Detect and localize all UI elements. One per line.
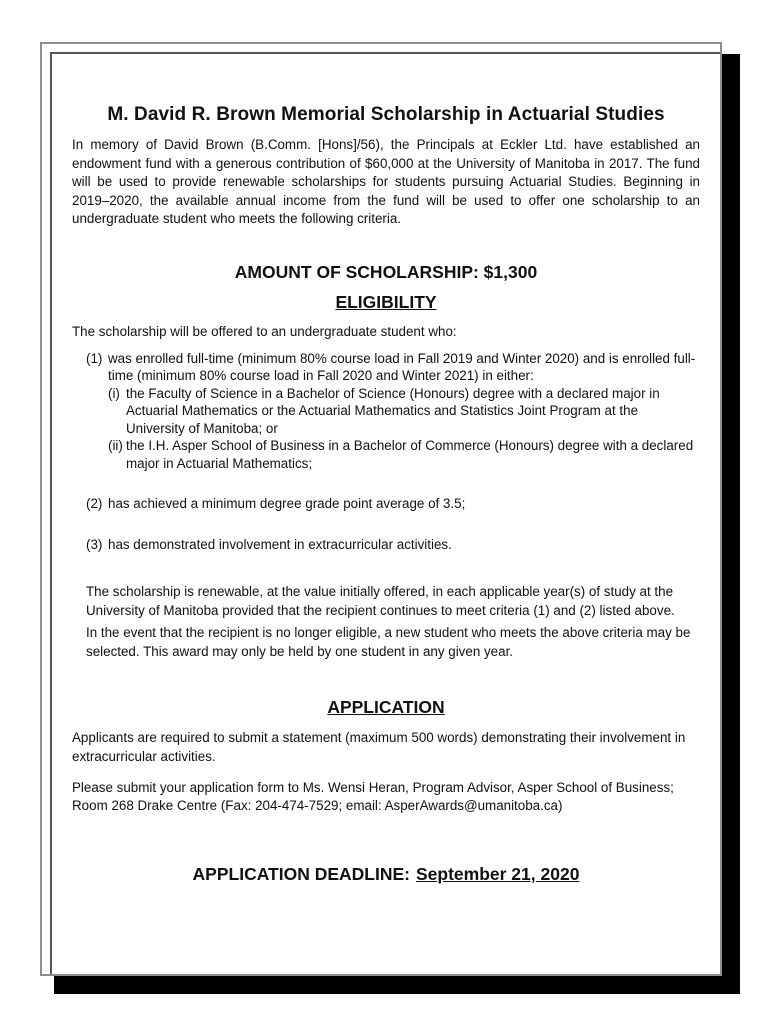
criterion-1 xyxy=(86,350,700,473)
ineligible-note: In the event that the recipient is no longer eligible, a new student who meets the above criteria may be selected. This award may only be held by one student in any given year. xyxy=(86,625,691,659)
application-heading: APPLICATION xyxy=(327,697,445,718)
sub-criterion-text: the I.H. Asper School of Business in a Bachelor of Commerce (Honours) degree with a declared major in Actuarial Mathematics; xyxy=(126,438,694,471)
eligibility-lead: The scholarship will be offered to an undergraduate student who: xyxy=(72,323,457,339)
document-frame xyxy=(40,42,722,976)
criterion-text: was enrolled full-time (minimum 80% course load in Fall 2019 and Winter 2020) and is enrolled full-time (minimum 80% course load in Fall 2020 and Winter 2021) in either: xyxy=(108,350,696,384)
sub-criterion-number: (ii) xyxy=(108,438,123,454)
intro-paragraph: In memory of David Brown (B.Comm. [Hons]/56), the Principals at Eckler Ltd. have established an endowment fund with a generous contribution of $60,000 at the University of Manitoba in 2017. The fund will be used to provide renewable scholarships for students pursuing Actuarial Studies. Beginning in 2019–2020, the available annual income from the fund will be used to offer one scholarship to an undergraduate student who meets the following criteria. xyxy=(72,137,700,227)
document-content xyxy=(72,104,700,885)
eligibility-criteria-list xyxy=(72,350,700,554)
criterion-1-sub-ii xyxy=(108,437,700,472)
deadline-line xyxy=(72,864,700,885)
eligibility-heading: ELIGIBILITY xyxy=(335,291,437,312)
criterion-2 xyxy=(86,495,700,513)
criterion-1-sublist xyxy=(108,385,700,473)
sub-criterion-number: (i) xyxy=(108,385,120,401)
criterion-text: has achieved a minimum degree grade point average of 3.5; xyxy=(108,496,466,512)
renewal-note: The scholarship is renewable, at the value initially offered, in each applicable year(s) of study at the University of Manitoba provided that the recipient continues to meet criteria (1) and (2) listed above. xyxy=(86,584,675,618)
criterion-number: (1) xyxy=(86,350,103,366)
document-title: M. David R. Brown Memorial Scholarship in Actuarial Studies xyxy=(107,104,665,125)
deadline-date: September 21, 2020 xyxy=(416,863,580,884)
criterion-text: has demonstrated involvement in extracurricular activities. xyxy=(108,536,452,552)
application-paragraph-2: Please submit your application form to Ms. Wensi Heran, Program Advisor, Asper School of Business; Room 268 Drake Centre (Fax: 204-474-7529; email: AsperAwards@umanitoba.ca) xyxy=(72,779,674,814)
amount-heading: AMOUNT OF SCHOLARSHIP: $1,300 xyxy=(234,261,538,282)
criterion-number: (3) xyxy=(86,536,103,552)
criterion-1-sub-i xyxy=(108,385,700,438)
application-paragraph-1: Applicants are required to submit a statement (maximum 500 words) demonstrating their involvement in extracurricular activities. xyxy=(72,730,686,765)
sub-criterion-text: the Faculty of Science in a Bachelor of Science (Honours) degree with a declared major in Actuarial Mathematics or the Actuarial Mathematics and Statistics Joint Program at the University of Manitoba; or xyxy=(126,385,660,436)
criterion-number: (2) xyxy=(86,496,103,512)
criterion-3 xyxy=(86,536,700,554)
deadline-label: APPLICATION DEADLINE: xyxy=(192,863,410,884)
